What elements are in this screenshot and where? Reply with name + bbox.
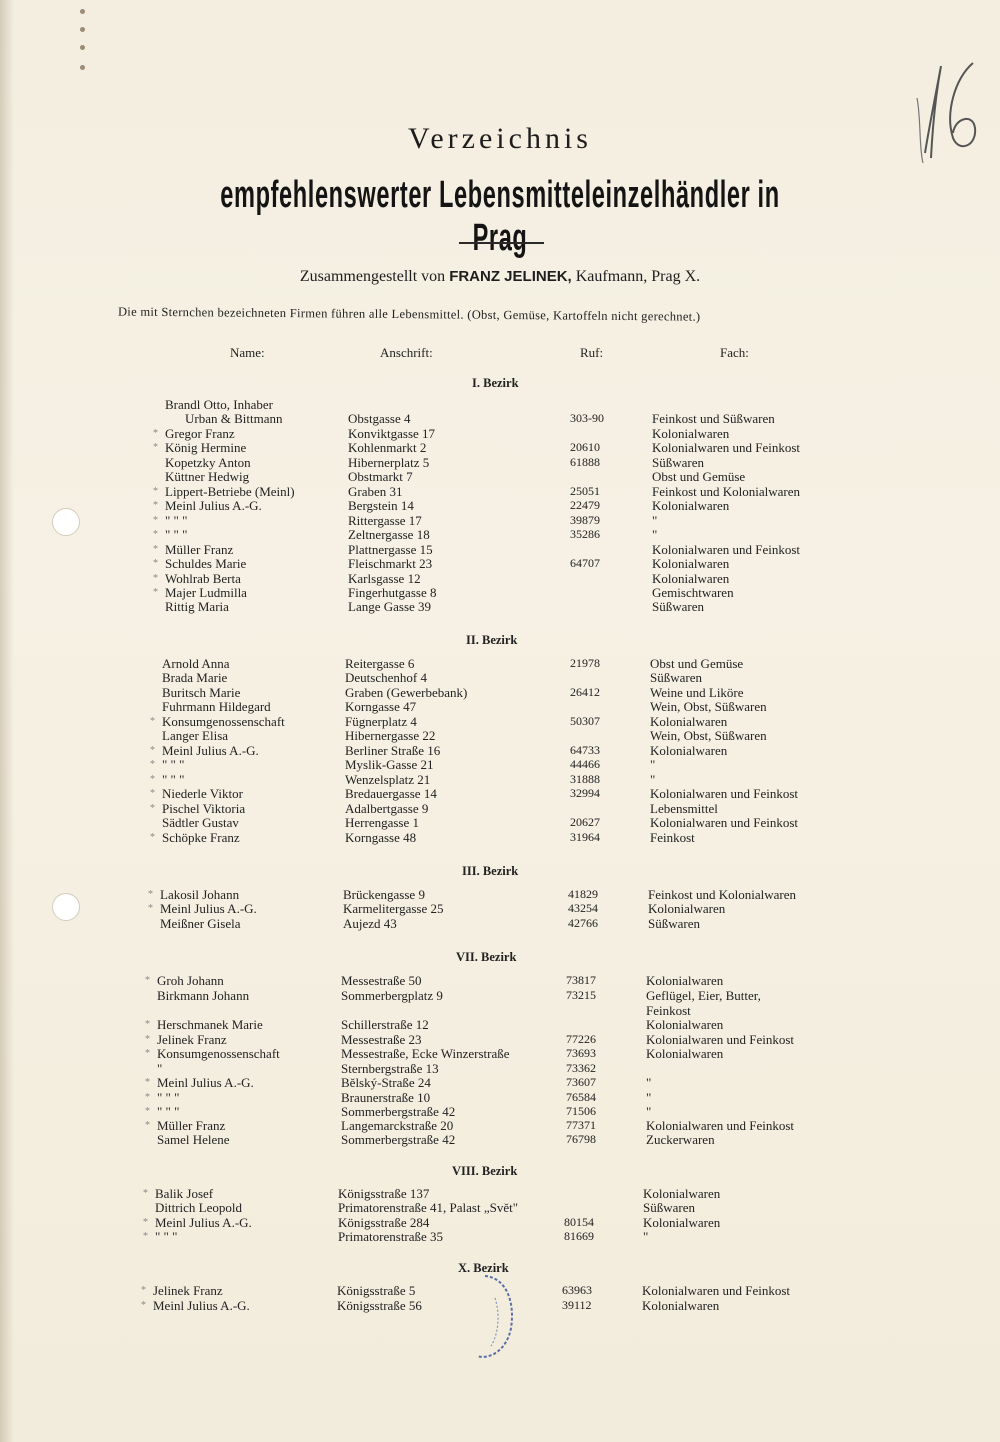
retailer-trade: Kolonialwaren	[646, 1046, 724, 1061]
retailer-trade: "	[646, 1104, 652, 1119]
asterisk-marker: *	[145, 1092, 150, 1103]
retailer-name: Sädtler Gustav	[162, 815, 239, 830]
retailer-address: Adalbertgasse 9	[345, 801, 429, 816]
retailer-name: Pischel Viktoria	[162, 801, 246, 816]
district-heading: X. Bezirk	[458, 1261, 509, 1275]
retailer-address: Reitergasse 6	[345, 656, 415, 671]
retailer-address: Plattnergasse 15	[348, 542, 433, 557]
compiler-name: FRANZ JELINEK,	[449, 268, 572, 285]
retailer-trade: Feinkost und Süßwaren	[652, 411, 775, 426]
retailer-name: Birkmann Johann	[157, 988, 250, 1003]
retailer-trade: Feinkost und Kolonialwaren	[648, 887, 797, 902]
retailer-row	[0, 973, 1000, 988]
retailer-row	[0, 1118, 1000, 1133]
compiled-suffix: Kaufmann, Prag X.	[575, 268, 701, 285]
retailer-name: Konsumgenossenschaft	[157, 1046, 280, 1061]
retailer-trade: Süßwaren	[652, 455, 704, 470]
retailer-row	[0, 728, 1000, 743]
retailer-trade: Kolonialwaren	[646, 973, 724, 988]
retailer-address: Hibernerplatz 5	[348, 455, 430, 470]
retailer-row	[0, 426, 1000, 441]
retailer-row	[0, 1229, 1000, 1244]
retailer-address: Korngasse 48	[345, 830, 417, 845]
retailer-row	[0, 1090, 1000, 1105]
retailer-phone: 76584	[566, 1090, 596, 1104]
retailer-name: Jelinek Franz	[157, 1032, 227, 1047]
retailer-address: Karmelitergasse 25	[343, 901, 444, 916]
retailer-trade: Weine und Liköre	[650, 685, 744, 700]
retailer-phone: 42766	[568, 916, 598, 930]
retailer-address: Langemarckstraße 20	[341, 1118, 454, 1133]
retailer-address: Fingerhutgasse 8	[348, 585, 437, 600]
asterisk-marker: *	[153, 500, 158, 511]
retailer-phone: 64707	[570, 556, 600, 570]
retailer-name: Lakosil Johann	[160, 887, 240, 902]
asterisk-marker: *	[141, 1285, 146, 1296]
retailer-phone: 63963	[562, 1283, 592, 1297]
retailer-trade: Kolonialwaren	[652, 426, 730, 441]
retailer-trade: Kolonialwaren	[648, 901, 726, 916]
retailer-trade: Kolonialwaren und Feinkost	[650, 786, 799, 801]
retailer-row	[0, 527, 1000, 542]
retailer-address: Bergstein 14	[348, 498, 414, 513]
retailer-address: Korngasse 47	[345, 699, 417, 714]
retailer-row	[0, 1132, 1000, 1147]
retailer-row	[0, 786, 1000, 801]
compiled-prefix: Zusammengestellt von	[299, 268, 446, 285]
asterisk-marker: *	[141, 1300, 146, 1311]
retailer-address: Bredauergasse 14	[345, 786, 437, 801]
retailer-phone: 73362	[566, 1061, 596, 1075]
retailer-name: Groh Johann	[157, 973, 224, 988]
asterisk-marker: *	[143, 1188, 148, 1199]
asterisk-marker: *	[150, 716, 155, 727]
retailer-row	[0, 772, 1000, 787]
retailer-trade: Süßwaren	[648, 916, 700, 931]
retailer-address: Königsstraße 284	[338, 1215, 430, 1230]
retailer-name: Meinl Julius A.-G.	[162, 743, 259, 758]
retailer-address: Kohlenmarkt 2	[348, 440, 427, 455]
retailer-name: Wohlrab Berta	[165, 571, 241, 586]
retailer-address: Fügnerplatz 4	[345, 714, 417, 729]
retailer-address: Schillerstraße 12	[341, 1017, 429, 1032]
retailer-name: " " "	[155, 1229, 178, 1244]
retailer-trade: "	[652, 527, 658, 542]
asterisk-marker: *	[145, 1120, 150, 1131]
retailer-name: " " "	[157, 1090, 180, 1105]
retailer-row	[0, 455, 1000, 470]
retailer-name: Lippert-Betriebe (Meinl)	[165, 484, 295, 499]
retailer-address: Primatorenstraße 41, Palast „Svět"	[338, 1200, 519, 1215]
retailer-address: Zeltnergasse 18	[348, 527, 430, 542]
retailer-name: " " "	[157, 1104, 180, 1119]
retailer-name: Küttner Hedwig	[165, 469, 250, 484]
retailer-row	[0, 916, 1000, 931]
circular-stamp	[455, 1268, 517, 1363]
retailer-address: Messestraße 50	[341, 973, 422, 988]
retailer-name: Meinl Julius A.-G.	[157, 1075, 254, 1090]
retailer-name: Rittig Maria	[165, 599, 229, 614]
asterisk-marker: *	[153, 587, 158, 598]
retailer-trade: Zuckerwaren	[646, 1132, 715, 1147]
retailer-phone: 61888	[570, 455, 600, 469]
retailer-name: Fuhrmann Hildegard	[162, 699, 271, 714]
asterisk-marker: *	[145, 1019, 150, 1030]
retailer-row	[0, 887, 1000, 902]
retailer-trade: Feinkost und Kolonialwaren	[652, 484, 801, 499]
retailer-name: Buritsch Marie	[162, 685, 241, 700]
retailer-trade: Obst und Gemüse	[652, 469, 746, 484]
retailer-row	[0, 1061, 1000, 1076]
asterisk-marker: *	[143, 1217, 148, 1228]
retailer-phone: 71506	[566, 1104, 596, 1118]
column-header-address: Anschrift:	[380, 345, 433, 360]
retailer-row	[0, 411, 1000, 426]
retailer-trade: Kolonialwaren und Feinkost	[642, 1283, 791, 1298]
retailer-address: Königsstraße 5	[337, 1283, 416, 1298]
retailer-phone: 43254	[568, 901, 598, 915]
retailer-row	[0, 1046, 1000, 1061]
retailer-row	[0, 513, 1000, 528]
retailer-row	[0, 988, 1000, 1003]
district-heading: III. Bezirk	[462, 864, 519, 878]
retailer-row	[0, 670, 1000, 685]
retailer-phone: 81669	[564, 1229, 594, 1243]
retailer-trade: Kolonialwaren und Feinkost	[652, 542, 801, 557]
retailer-address: Hibernergasse 22	[345, 728, 436, 743]
asterisk-marker: *	[153, 544, 158, 555]
document-subtitle: empfehlenswerter Lebensmitteleinzelhändler in Prag	[220, 174, 780, 259]
retailer-address: Wenzelsplatz 21	[345, 772, 431, 787]
retailer-row	[0, 1104, 1000, 1119]
retailer-trade: Süßwaren	[643, 1200, 695, 1215]
retailer-name: Herschmanek Marie	[157, 1017, 263, 1032]
compiled-by-line	[0, 268, 1000, 286]
retailer-phone: 41829	[568, 887, 598, 901]
retailer-row	[0, 830, 1000, 845]
retailer-trade: Wein, Obst, Süßwaren	[650, 728, 767, 743]
retailer-phone: 21978	[570, 656, 600, 670]
column-header-trade: Fach:	[720, 345, 749, 360]
retailer-address: Myslik-Gasse 21	[345, 757, 434, 772]
retailer-trade: Kolonialwaren und Feinkost	[646, 1118, 795, 1133]
retailer-row	[0, 1003, 1000, 1018]
retailer-trade: Kolonialwaren und Feinkost	[652, 440, 801, 455]
retailer-row	[0, 1186, 1000, 1201]
retailer-address: Braunerstraße 10	[341, 1090, 431, 1105]
retailer-row	[0, 484, 1000, 499]
retailer-trade: "	[650, 772, 656, 787]
retailer-row	[0, 815, 1000, 830]
asterisk-marker: *	[148, 889, 153, 900]
retailer-name: Balik Josef	[155, 1186, 214, 1201]
asterisk-marker: *	[150, 745, 155, 756]
retailer-name: " " "	[165, 527, 188, 542]
retailer-trade: Süßwaren	[652, 599, 704, 614]
retailer-trade: Kolonialwaren	[652, 556, 730, 571]
retailer-trade: "	[646, 1090, 652, 1105]
asterisk-marker: *	[143, 1231, 148, 1242]
retailer-name: Dittrich Leopold	[155, 1200, 243, 1215]
retailer-name: " " "	[162, 772, 185, 787]
retailer-address: Sommerbergplatz 9	[341, 988, 443, 1003]
retailer-address: Lange Gasse 39	[348, 599, 432, 614]
asterisk-marker: *	[153, 486, 158, 497]
retailer-trade: Kolonialwaren	[652, 571, 730, 586]
retailer-name: Meinl Julius A.-G.	[155, 1215, 252, 1230]
retailer-trade: "	[652, 513, 658, 528]
retailer-trade: Geflügel, Eier, Butter,	[646, 988, 761, 1003]
retailer-address: Sommerbergstraße 42	[341, 1104, 456, 1119]
retailer-name: Niederle Viktor	[162, 786, 243, 801]
asterisk-marker: *	[150, 788, 155, 799]
retailer-row	[0, 757, 1000, 772]
retailer-row	[0, 1032, 1000, 1047]
retailer-row	[0, 801, 1000, 816]
retailer-name: Majer Ludmilla	[165, 585, 247, 600]
retailer-phone: 303-90	[570, 411, 604, 425]
retailer-name: Meinl Julius A.-G.	[160, 901, 257, 916]
retailer-name: Kopetzky Anton	[165, 455, 251, 470]
district-heading: VIII. Bezirk	[452, 1164, 518, 1178]
district-heading: II. Bezirk	[466, 633, 518, 647]
retailer-phone: 39112	[562, 1298, 592, 1312]
retailer-row	[0, 397, 1000, 412]
retailer-address: Königsstraße 56	[337, 1298, 422, 1313]
retailer-name: Schuldes Marie	[165, 556, 247, 571]
retailer-name: Langer Elisa	[162, 728, 229, 743]
asterisk-marker: *	[153, 529, 158, 540]
retailer-name: " " "	[162, 757, 185, 772]
retailer-phone: 35286	[570, 527, 600, 541]
retailer-trade: Kolonialwaren	[643, 1215, 721, 1230]
column-header-phone: Ruf:	[580, 345, 604, 360]
retailer-row	[0, 585, 1000, 600]
retailer-row	[0, 1075, 1000, 1090]
asterisk-marker: *	[145, 1034, 150, 1045]
retailer-row	[0, 714, 1000, 729]
retailer-row	[0, 685, 1000, 700]
retailer-address: Rittergasse 17	[348, 513, 422, 528]
retailer-trade: Feinkost	[646, 1003, 691, 1018]
retailer-phone: 20627	[570, 815, 600, 829]
retailer-address: Konviktgasse 17	[348, 426, 436, 441]
retailer-row	[0, 901, 1000, 916]
retailer-phone: 73215	[566, 988, 596, 1002]
retailer-phone: 50307	[570, 714, 600, 728]
retailer-row	[0, 440, 1000, 455]
retailer-name: Meinl Julius A.-G.	[165, 498, 262, 513]
retailer-trade: "	[643, 1229, 649, 1244]
retailer-phone: 26412	[570, 685, 600, 699]
asterisk-marker: *	[145, 975, 150, 986]
retailer-row	[0, 542, 1000, 557]
retailer-row	[0, 743, 1000, 758]
retailer-phone: 73693	[566, 1046, 596, 1060]
retailer-row	[0, 556, 1000, 571]
retailer-phone: 25051	[570, 484, 600, 498]
retailer-name: Konsumgenossenschaft	[162, 714, 285, 729]
asterisk-marker: *	[153, 442, 158, 453]
retailer-name: Schöpke Franz	[162, 830, 240, 845]
retailer-row	[0, 599, 1000, 614]
retailer-name: Urban & Bittmann	[185, 411, 283, 426]
retailer-address: Messestraße, Ecke Winzerstraße	[341, 1046, 510, 1061]
retailer-trade: Wein, Obst, Süßwaren	[650, 699, 767, 714]
retailer-row	[0, 1215, 1000, 1230]
asterisk-marker: *	[150, 803, 155, 814]
asterisk-marker: *	[145, 1048, 150, 1059]
retailer-name: Meinl Julius A.-G.	[153, 1298, 250, 1313]
retailer-name: " " "	[165, 513, 188, 528]
retailer-phone: 22479	[570, 498, 600, 512]
retailer-name: Brandl Otto, Inhaber	[165, 397, 273, 412]
retailer-trade: Kolonialwaren und Feinkost	[650, 815, 799, 830]
retailer-address: Brückengasse 9	[343, 887, 425, 902]
retailer-phone: 20610	[570, 440, 600, 454]
retailer-trade: Kolonialwaren	[650, 714, 728, 729]
retailer-address: Fleischmarkt 23	[348, 556, 433, 571]
asterisk-marker: *	[153, 515, 158, 526]
title-divider	[459, 242, 544, 244]
retailer-address: Aujezd 43	[343, 916, 397, 931]
retailer-trade: Süßwaren	[650, 670, 702, 685]
retailer-row	[0, 656, 1000, 671]
retailer-trade: "	[646, 1075, 652, 1090]
retailer-name: Jelinek Franz	[153, 1283, 223, 1298]
retailer-row	[0, 699, 1000, 714]
retailer-name: Müller Franz	[157, 1118, 226, 1133]
retailer-trade: Obst und Gemüse	[650, 656, 744, 671]
retailer-row	[0, 1017, 1000, 1032]
retailer-row	[0, 469, 1000, 484]
document-title: Verzeichnis	[408, 122, 592, 155]
retailer-phone: 76798	[566, 1132, 596, 1146]
retailer-address: Messestraße 23	[341, 1032, 422, 1047]
retailer-address: Primatorenstraße 35	[338, 1229, 444, 1244]
column-header-name: Name:	[230, 345, 265, 360]
retailer-address: Königsstraße 137	[338, 1186, 430, 1201]
retailer-name: Gregor Franz	[165, 426, 235, 441]
retailer-address: Obstgasse 4	[348, 411, 411, 426]
retailer-trade: Feinkost	[650, 830, 695, 845]
torn-edge-marks	[78, 5, 86, 75]
retailer-phone: 39879	[570, 513, 600, 527]
retailer-trade: Kolonialwaren	[646, 1017, 724, 1032]
retailer-row	[0, 498, 1000, 513]
retailer-phone: 73817	[566, 973, 596, 987]
asterisk-marker: *	[153, 428, 158, 439]
retailer-phone: 77371	[566, 1118, 596, 1132]
retailer-address: Karlsgasse 12	[348, 571, 421, 586]
retailer-trade: Kolonialwaren und Feinkost	[646, 1032, 795, 1047]
retailer-address: Sommerbergstraße 42	[341, 1132, 456, 1147]
retailer-name: Meißner Gisela	[160, 916, 241, 931]
retailer-trade: Kolonialwaren	[650, 743, 728, 758]
retailer-trade: Lebensmittel	[650, 801, 718, 816]
retailer-address: Bělský-Straße 24	[341, 1075, 431, 1090]
retailer-row	[0, 571, 1000, 586]
retailer-trade: Gemischtwaren	[652, 585, 734, 600]
retailer-address: Berliner Straße 16	[345, 743, 441, 758]
asterisk-marker: *	[150, 832, 155, 843]
retailer-phone: 31888	[570, 772, 600, 786]
asterisk-marker: *	[150, 759, 155, 770]
retailer-address: Herrengasse 1	[345, 815, 419, 830]
retailer-trade: Kolonialwaren	[643, 1186, 721, 1201]
retailer-trade: Kolonialwaren	[642, 1298, 720, 1313]
retailer-trade: "	[650, 757, 656, 772]
retailer-address: Deutschenhof 4	[345, 670, 427, 685]
retailer-phone: 77226	[566, 1032, 596, 1046]
retailer-row	[0, 1200, 1000, 1215]
asterisk-marker: *	[145, 1106, 150, 1117]
asterisk-note: Die mit Sternchen bezeichneten Firmen führen alle Lebensmittel. (Obst, Gemüse, Kartoffeln nicht gerechnet.)	[117, 304, 701, 324]
retailer-phone: 44466	[570, 757, 600, 771]
district-heading: VII. Bezirk	[456, 950, 517, 964]
asterisk-marker: *	[150, 774, 155, 785]
retailer-address: Obstmarkt 7	[348, 469, 413, 484]
asterisk-marker: *	[145, 1077, 150, 1088]
asterisk-marker: *	[153, 573, 158, 584]
retailer-phone: 73607	[566, 1075, 596, 1089]
retailer-address: Sternbergstraße 13	[341, 1061, 439, 1076]
district-heading: I. Bezirk	[472, 376, 519, 390]
retailer-name: König Hermine	[165, 440, 247, 455]
retailer-trade: Kolonialwaren	[652, 498, 730, 513]
asterisk-marker: *	[148, 903, 153, 914]
retailer-name: Samel Helene	[157, 1132, 230, 1147]
retailer-phone: 80154	[564, 1215, 594, 1229]
retailer-phone: 32994	[570, 786, 600, 800]
retailer-name: Brada Marie	[162, 670, 228, 685]
retailer-name: Müller Franz	[165, 542, 234, 557]
retailer-name: Arnold Anna	[162, 656, 230, 671]
retailer-phone: 31964	[570, 830, 600, 844]
retailer-address: Graben (Gewerbebank)	[345, 685, 468, 700]
retailer-phone: 64733	[570, 743, 600, 757]
asterisk-marker: *	[153, 558, 158, 569]
retailer-name: "	[157, 1061, 163, 1076]
retailer-address: Graben 31	[348, 484, 403, 499]
